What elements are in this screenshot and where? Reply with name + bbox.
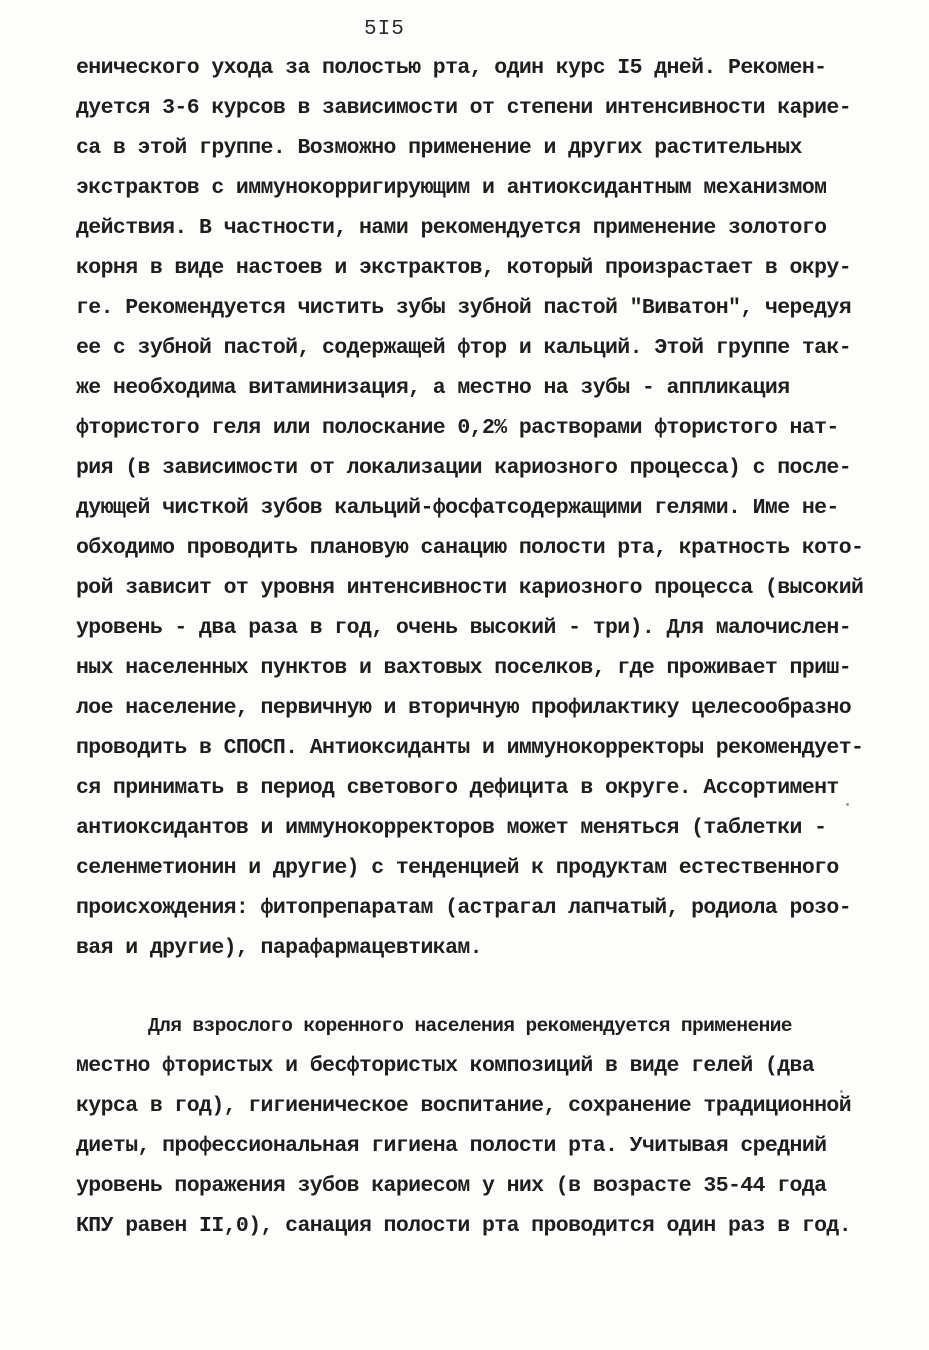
text-line: селенметионин и другие) с тенденцией к продуктам естественного xyxy=(76,856,839,880)
text-line: енического ухода за полостью рта, один курс I5 дней. Рекомен- xyxy=(76,56,827,80)
text-line: дуется 3-6 курсов в зависимости от степени интенсивности карие- xyxy=(76,96,852,120)
text-line: уровень - два раза в год, очень высокий - три). Для малочислен- xyxy=(76,616,852,640)
text-line: экстрактов с иммунокорригирующим и антиоксидантным механизмом xyxy=(76,176,827,200)
scan-speck xyxy=(846,803,849,806)
text-line: фтористого геля или полоскание 0,2% растворами фтористого нат- xyxy=(76,416,839,440)
text-line: ся принимать в период светового дефицита в округе. Ассортимент xyxy=(76,776,839,800)
text-line: дующей чисткой зубов кальций-фосфатсодержащими гелями. Име не- xyxy=(76,496,839,520)
text-line: Для взрослого коренного населения рекомендуется применение xyxy=(148,1015,792,1037)
paragraph-gap xyxy=(76,968,876,1006)
text-line: обходимо проводить плановую санацию полости рта, кратность кото- xyxy=(76,536,864,560)
scan-speck xyxy=(840,1090,843,1093)
text-line: лое население, первичную и вторичную профилактику целесообразно xyxy=(76,696,852,720)
text-line: ге. Рекомендуется чистить зубы зубной пастой "Виватон", чередуя xyxy=(76,296,852,320)
text-line: диеты, профессиональная гигиена полости рта. Учитывая средний xyxy=(76,1134,827,1158)
text-line: рой зависит от уровня интенсивности кариозного процесса (высокий xyxy=(76,576,864,600)
text-line: уровень поражения зубов кариесом у них (в возрасте 35-44 года xyxy=(76,1174,827,1198)
page-number: 5I5 xyxy=(364,18,405,41)
text-line: рия (в зависимости от локализации кариозного процесса) с после- xyxy=(76,456,852,480)
text-line: КПУ равен II,0), санация полости рта проводится один раз в год. xyxy=(76,1214,852,1238)
paragraph-2 xyxy=(76,1006,876,1246)
text-line: же необходима витаминизация, а местно на зубы - аппликация xyxy=(76,376,790,400)
text-line: проводить в СПОСП. Антиоксиданты и иммунокорректоры рекомендует- xyxy=(76,736,864,760)
text-line: действия. В частности, нами рекомендуется применение золотого xyxy=(76,216,827,240)
text-line: са в этой группе. Возможно применение и других растительных xyxy=(76,136,802,160)
text-line: местно фтористых и бесфтористых композиций в виде гелей (два xyxy=(76,1054,815,1078)
paragraph-1 xyxy=(76,48,876,968)
text-line: ее с зубной пастой, содержащей фтор и кальций. Этой группе так- xyxy=(76,336,852,360)
text-line: ных населенных пунктов и вахтовых поселков, где проживает приш- xyxy=(76,656,852,680)
text-line: курса в год), гигиеническое воспитание, сохранение традиционной xyxy=(76,1094,852,1118)
text-line: вая и другие), парафармацевтикам. xyxy=(76,936,482,960)
text-line: антиоксидантов и иммунокорректоров может меняться (таблетки - xyxy=(76,816,827,840)
text-line: корня в виде настоев и экстрактов, который произрастает в окру- xyxy=(76,256,852,280)
body-text xyxy=(76,48,876,1246)
text-line: происхождения: фитопрепаратам (астрагал лапчатый, родиола розо- xyxy=(76,896,852,920)
